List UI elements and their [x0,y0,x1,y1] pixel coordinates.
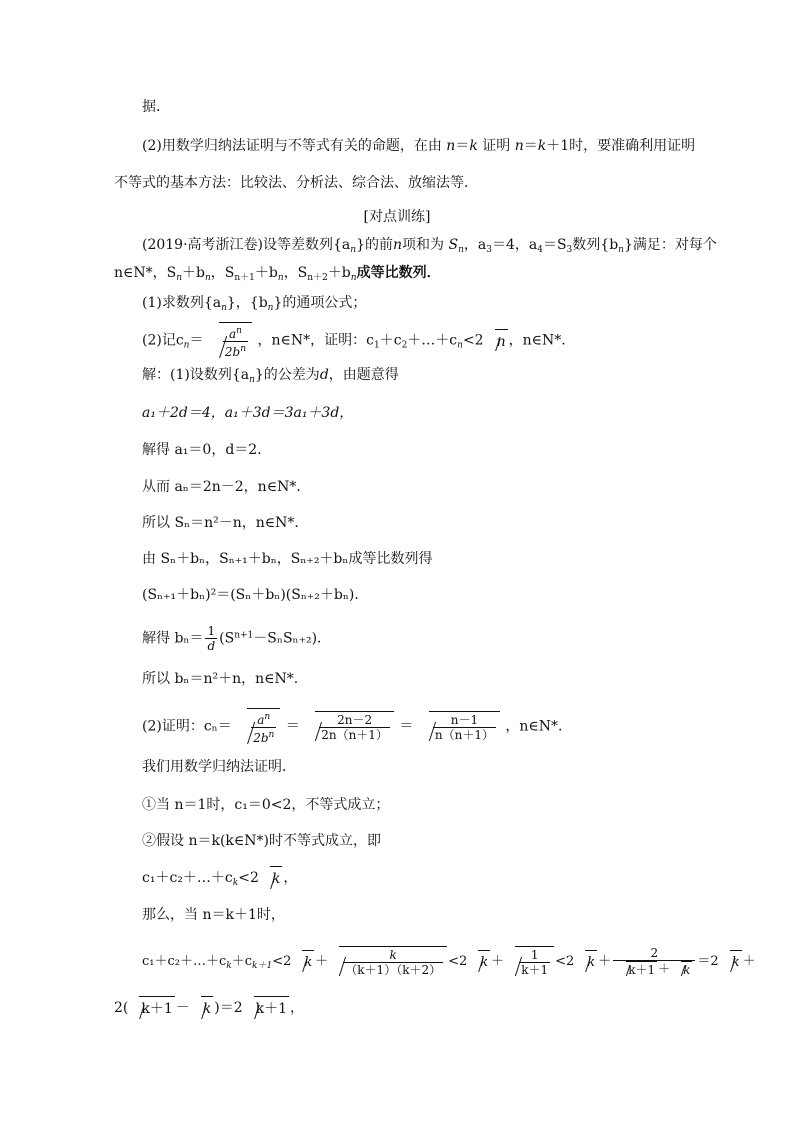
sqrt-expression: $\frac{a^n}{2b^n}$ [237,708,280,745]
question-line: (2019·高考浙江卷)设等差数列$\{a_n\}$的前n项和为 $S_n$，$a_3=4$，$a_4=S_3$数列$\{b_n\}$满足：对每个 [142,237,717,255]
sqrt-expression: $\frac{n-1}{n(n+1)}$ [419,711,500,742]
solution-line: 所以 Sₙ＝n²－n，n∈N*. [142,515,299,531]
solution-line: 解得 a₁＝0，d＝2. [142,442,262,458]
sqrt-expression: $\frac{a^n}{2b^n}$ [209,322,252,359]
solution-line: a₁＋2d＝4，a₁＋3d＝3a₁＋3d， [142,405,354,421]
sqrt-expression: k [292,950,314,974]
sqrt-expression: k [720,950,742,974]
solution-line: 解得 bₙ＝ $\frac{1}{d}$ $(S^{n+1}-S_nS_{n+2})$． [142,624,332,653]
solution-line: 所以 bₙ＝n²＋n，n∈N*. [142,671,299,687]
sqrt-expression: $\frac{k}{(k+1)(k+2)}$ [329,946,447,977]
sqrt-expression: $\frac{2n-2}{2n(n+1)}$ [305,711,394,742]
solution-line: 解：(1)设数列$\{a_n\}$的公差为d，由题意得 [142,367,399,385]
question-line: (2)记$c_n=$ $\frac{a^n}{2b^n}$ ，n∈N*，证明：$c_1+c_2+\dots+c_n<2$ n ，n∈N*. [142,322,566,359]
sqrt-expression: k [575,950,597,974]
solution-line: $c_1+c_2+\dots+c_k+c_{k+1}<2$ k ＋ $\frac{k}{(k+1)(k+2)}$ <2 k ＋ $\frac{1}{k+1}$ <2 k ＋ $\frac{2}{k+1 + k}$ ＝2 k ＋ [142,946,756,977]
text-line: (2)用数学归纳法证明与不等式有关的命题，在由 n＝k 证明 n＝k＋1时，要准确利用证明 [142,138,696,154]
sqrt-expression: k＋1 [129,996,174,1020]
solution-line: 那么，当 n＝k＋1时， [142,907,285,923]
solution-line: $c_1+c_2+\dots+c_k<2$ k ， [142,866,297,894]
question-line: (1)求数列$\{a_n\}$，$\{b_n\}$的通项公式； [142,295,367,313]
sqrt-expression: k [468,950,490,974]
section-title: [对点训练] [363,209,431,225]
solution-line: 从而 aₙ＝2n－2，n∈N*. [142,479,301,495]
solution-line: ①当 n＝1时，c₁＝0<2，不等式成立； [142,797,390,813]
sqrt-expression: k [191,996,213,1020]
solution-line: (2)证明：cₙ＝ $\frac{a^n}{2b^n}$ ＝ $\frac{2n-2}{2n(n+1)}$ ＝ $\frac{n-1}{n(n+1)}$ ，n∈N*. [142,708,563,745]
sqrt-expression: k [260,866,282,890]
sqrt-expression: n [485,329,508,353]
solution-line: (Sₙ₊₁＋bₙ)²＝(Sₙ＋bₙ)(Sₙ₊₂＋bₙ)． [142,587,369,603]
solution-line: 由 Sₙ＋bₙ，Sₙ₊₁＋bₙ，Sₙ₊₂＋bₙ成等比数列得 [142,551,433,567]
solution-line: 2( k＋1 － k )＝2 k＋1 ， [114,996,304,1020]
solution-line: 我们用数学归纳法证明． [142,759,296,775]
question-line: n∈N*，$S_n+b_n$，$S_{n+1}+b_n$，$S_{n+2}+b_n$成等比数列． [114,265,441,283]
sqrt-expression: k＋1 [244,996,289,1020]
sqrt-expression: $\frac{1}{k+1}$ [505,946,554,977]
text-line: 据． [142,99,170,115]
solution-line: ②假设 n＝k(k∈N*)时不等式成立，即 [142,833,381,849]
text-line: 不等式的基本方法：比较法、分析法、综合法、放缩法等． [114,175,478,191]
